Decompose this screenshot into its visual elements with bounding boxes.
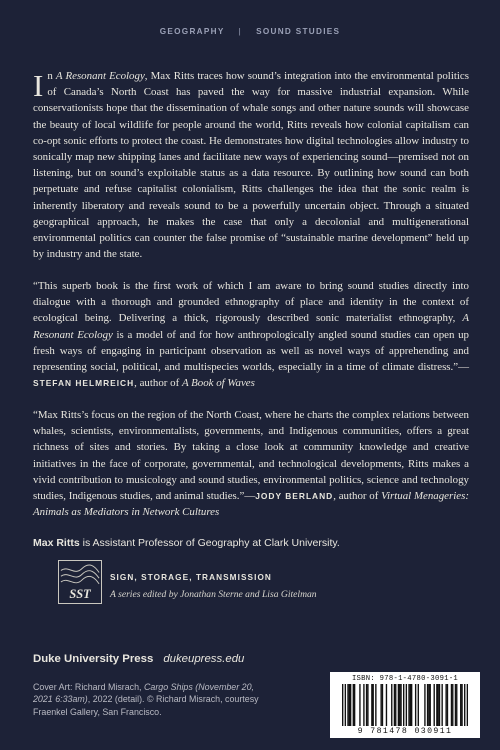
- endorsement-helmreich: [33, 278, 469, 391]
- barcode-bar: [439, 684, 440, 726]
- barcode-bar: [447, 684, 448, 726]
- barcode-bar: [367, 684, 368, 726]
- barcode-bar: [363, 684, 364, 726]
- author-bio-text: is Assistant Professor of Geography at Clark University.: [79, 537, 340, 549]
- publisher-line: [33, 653, 244, 665]
- barcode-bar: [400, 684, 401, 726]
- endorser-book: Virtual Menageries: Animals as Mediators in Network Cultures: [33, 490, 469, 519]
- barcode-bar: [460, 684, 461, 726]
- barcode-bar: [456, 684, 457, 726]
- barcode-bar: [441, 684, 442, 726]
- barcode-bar: [418, 684, 419, 726]
- endorser-affiliation: , author of: [134, 377, 182, 390]
- barcode-bar: [350, 684, 351, 726]
- barcode-bar: [467, 684, 468, 726]
- barcode-bar: [406, 684, 407, 726]
- series-logo-text: SST: [69, 587, 91, 602]
- barcode-bar: [380, 684, 381, 726]
- series-logo-icon: [58, 560, 102, 604]
- drop-cap: I: [33, 68, 44, 103]
- barcode-digits: 9 781478 030911: [357, 727, 453, 736]
- quote-text: “This superb book is the first work of which I am aware to bring sound studies directly into dialogue with a thorough and grounded ethnography of place and identity in the context of ecological being. Delivering a thick, rigorously described sonic materialist ethnography,: [33, 280, 469, 325]
- barcode-bar: [434, 684, 435, 726]
- barcode-bar: [403, 684, 404, 726]
- barcode-bar: [353, 684, 354, 726]
- cover-art-credit: [33, 681, 263, 718]
- blurb-text: , Max Ritts traces how sound’s integration into the environmental politics of Canada’s North Coast has paved the way for massive industrial expansion. While conservationists hope that the dissemination of whale songs and other nature sounds will showcase the beauty of local wildlife for people around the world, Ritts reveals how colonial capitalism can co-opt sonic efforts to protect the coast. He demonstrates how digital technologies allow industry to sonically map new shipping lanes and facilitate new ways of experiencing sound—premised not on listening, but on sound’s exploitable status as a data resource. By outlining how sound can both perpetuate and refuse capitalist colonialism, Ritts challenges the idea that the sonic realm is inherently liberatory and reveals sound to be a powerfully uncertain object. Through a situated geographical approach, he makes the case that only a decolonial and multigenerational environmental politics can counter the false promise of “sustainable marine development” held up by industry and the state.: [33, 70, 469, 261]
- barcode-bar: [342, 684, 343, 726]
- barcode-bar: [436, 684, 437, 726]
- barcode-bar: [455, 684, 456, 726]
- series-title: SIGN, STORAGE, TRANSMISSION: [110, 573, 272, 582]
- barcode-bar: [345, 684, 346, 726]
- barcode-bar: [375, 684, 376, 726]
- barcode-bar: [354, 684, 355, 726]
- barcode-bar: [430, 684, 431, 726]
- cover-art-title: Cargo Ships (November 20, 2021 6:33am): [33, 682, 254, 705]
- barcode-bar: [464, 684, 465, 726]
- barcode-bar: [373, 684, 374, 726]
- category-separator: |: [238, 27, 243, 36]
- barcode-bar: [428, 684, 429, 726]
- quote-dash: —: [244, 490, 256, 503]
- barcode-bar: [391, 684, 392, 726]
- barcode-bar: [424, 684, 425, 726]
- barcode-bar: [347, 684, 348, 726]
- barcode-bar: [427, 684, 428, 726]
- barcode-bar: [410, 684, 411, 726]
- quote-text: “Max Ritts’s focus on the region of the North Coast, where he charts the complex relations between whales, scientists, environmentalists, governments, and Indigenous communities, offers a great richness of sites and stories. By taking a close look at community knowledge and creative initiatives in the face of corporate, governmental, and technological developments, Ritts makes a vivid contribution to musicology and sound studies, environmental politics, science and technology studies, Indigenous studies, and animal studies.”: [33, 409, 469, 503]
- barcode-bar: [445, 684, 446, 726]
- endorser-affiliation: , author of: [333, 490, 382, 503]
- barcode-bars: [342, 684, 468, 726]
- barcode-bar: [398, 684, 399, 726]
- publisher-url: dukeupress.edu: [163, 653, 245, 665]
- author-bio: [33, 537, 469, 549]
- subject-categories: [0, 27, 500, 36]
- barcode-bar: [408, 684, 409, 726]
- barcode-bar: [395, 684, 396, 726]
- book-description: [33, 68, 469, 262]
- barcode-bar: [437, 684, 438, 726]
- endorsement-berland: [33, 407, 469, 520]
- quote-text: is a model of and for how anthropologically angled sound studies can open up fresh ways of engaging in participant observation as well as novel ways of apprehending and representing social, political, and multispecies worlds, especially in a time of climate distress.”: [33, 328, 469, 374]
- quote-book-title: A Resonant Ecology: [33, 312, 469, 341]
- barcode-bar: [415, 684, 416, 726]
- barcode-bar: [349, 684, 350, 726]
- series-editors: A series edited by Jonathan Sterne and Lisa Gitelman: [110, 589, 317, 600]
- endorser-name: STEFAN HELMREICH: [33, 378, 135, 389]
- quote-dash: —: [458, 361, 469, 374]
- isbn-barcode: [330, 672, 480, 738]
- barcode-bar: [452, 684, 453, 726]
- cover-art-prefix: Cover Art: Richard Misrach,: [33, 682, 144, 692]
- barcode-bar: [451, 684, 452, 726]
- endorser-name: JODY BERLAND: [255, 491, 334, 502]
- barcode-bar: [461, 684, 462, 726]
- cover-art-suffix: , 2022 (detail). © Richard Misrach, courtesy Fraenkel Gallery, San Francisco.: [33, 694, 259, 717]
- barcode-bar: [371, 684, 372, 726]
- barcode-bar: [411, 684, 412, 726]
- barcode-bar: [386, 684, 387, 726]
- publisher-name: Duke University Press: [33, 653, 154, 665]
- barcode-bar: [366, 684, 367, 726]
- book-title-inline: A Resonant Ecology: [55, 70, 145, 82]
- category-geography: GEOGRAPHY: [159, 27, 225, 36]
- author-name: Max Ritts: [33, 537, 80, 549]
- blurb-lead: n: [47, 70, 56, 82]
- barcode-bar: [394, 684, 395, 726]
- endorser-book: A Book of Waves: [181, 377, 255, 390]
- barcode-bar: [359, 684, 360, 726]
- isbn-label: ISBN: 978-1-4780-3091-1: [351, 675, 459, 683]
- barcode-bar: [382, 684, 383, 726]
- category-sound-studies: SOUND STUDIES: [256, 27, 341, 36]
- barcode-bar: [399, 684, 400, 726]
